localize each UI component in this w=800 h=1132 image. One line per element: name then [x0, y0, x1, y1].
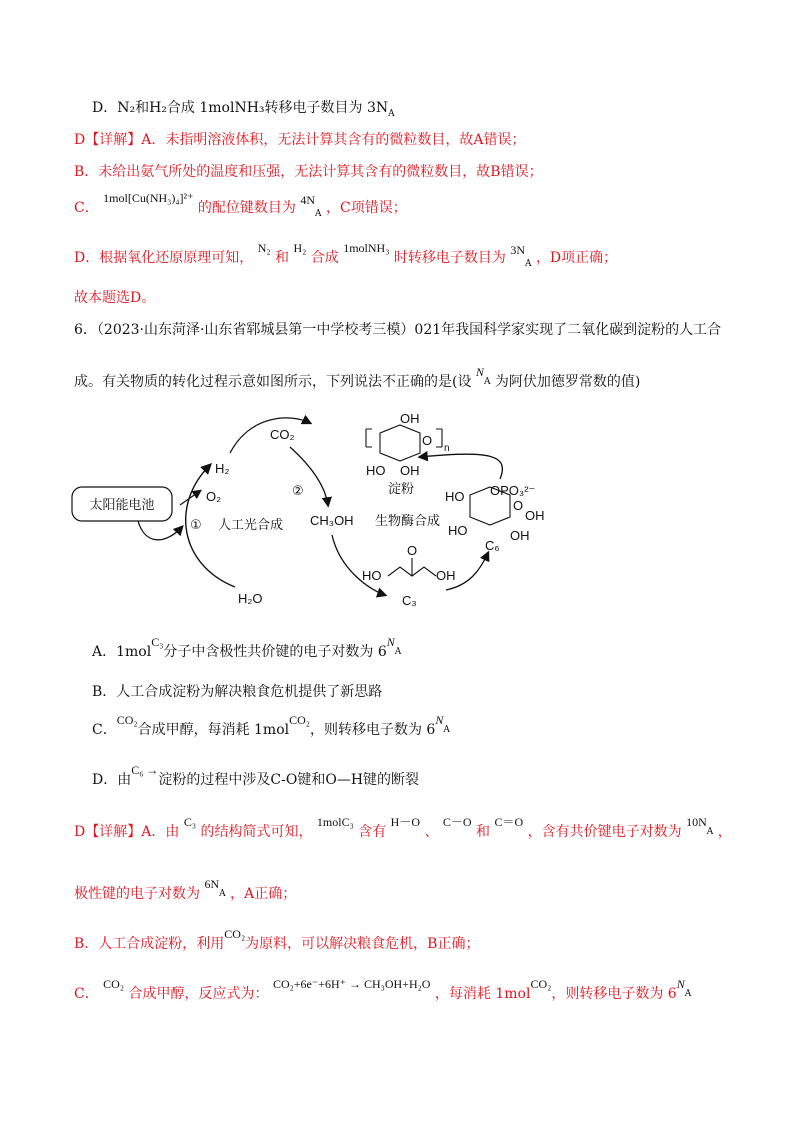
answer-tag: D【详解】: [74, 824, 142, 840]
bond-h-o: H－O: [390, 815, 421, 829]
label-c: C．: [74, 986, 99, 1002]
c3-oh: OH: [436, 568, 456, 583]
q5-answer-a-text: A．未指明溶液体积，无法计算其含有的微粒数目，故A错误；: [141, 132, 526, 148]
q6-stem-line2: [74, 365, 641, 398]
q6-option-a-mid: 分子中含极性共价键的电子对数为 6: [163, 644, 387, 660]
q6-option-c-post: ，则转移电子数为 6: [309, 722, 436, 738]
conclusion-text: 故本题选D。: [74, 290, 156, 306]
q6-option-c-mid: 合成甲醇，每消耗 1mol: [137, 722, 290, 738]
q5-option-d: [92, 98, 395, 124]
q6-option-d-post: 淀粉的过程中涉及C-O键和O—H键的断裂: [158, 772, 420, 788]
value-10na: 10N: [686, 815, 707, 829]
arrow-o2: [180, 491, 200, 505]
na-subscript: A: [524, 258, 532, 269]
na-subscript: A: [684, 988, 692, 999]
label-c: C．: [92, 722, 117, 738]
q6-option-a-text: A．1mol: [92, 644, 152, 660]
q6-answer-a-text: A．由: [141, 824, 180, 840]
starch-oh-top: OH: [400, 411, 420, 426]
solar-arrow: [138, 521, 182, 540]
c6-phosphate: OPO₃²⁻: [490, 483, 536, 498]
na-subscript: A: [394, 646, 402, 657]
formula-1mol-c3: 1molC₃: [316, 815, 354, 829]
q6-answer-a-cont: [74, 877, 297, 910]
c6-ho-2: HO: [448, 523, 468, 538]
formula-nh3: 1molNH₃: [343, 241, 390, 255]
c6-ho-1: HO: [445, 489, 465, 504]
value-6na: 6N: [204, 877, 220, 891]
q6-answer-a-mid: 的结构简式可知，: [200, 824, 313, 840]
q6-answer-c-post: ，则转移电子数为 6: [551, 986, 677, 1002]
q5-answer-d-text: D．根据氧化还原原理可知，: [74, 250, 254, 266]
q6-stem-text: 6．（2023·山东菏泽·山东省郓城县第一中学校考三模）021年我国科学家实现了二氧化碳到淀粉的人工合: [74, 322, 722, 338]
q6-option-c: [92, 713, 450, 746]
q5-answer-a: [74, 130, 525, 150]
bond-c-o: C－O: [442, 815, 472, 829]
na-subscript: A: [219, 888, 226, 899]
formula-co2: CO₂: [289, 713, 310, 727]
starch-bracket-left: [366, 429, 372, 447]
c6-oh-1: OH: [525, 508, 545, 523]
na-symbol: N: [676, 977, 685, 991]
formula-co2: CO₂: [103, 977, 125, 991]
q6-answer-b-text: B．人工合成淀粉，利用: [74, 936, 225, 952]
q6-answer-a2-text: 极性键的电子对数为: [74, 886, 200, 902]
starch-ho: HO: [366, 463, 386, 478]
formula-c6-arrow: C₆ →: [131, 763, 159, 777]
and-text: 和: [476, 824, 491, 840]
answer-tag: D【详解】: [74, 132, 142, 148]
c3-o: O: [407, 543, 418, 558]
q6-answer-a-post: ，含有共价键电子对数为: [527, 824, 682, 840]
starch-synthesis-diagram: [70, 395, 590, 615]
formula-co2: CO₂: [224, 927, 246, 941]
label-co2: CO₂: [270, 427, 295, 442]
q6-option-d-text: D．由: [92, 772, 132, 788]
na-subscript: A: [315, 208, 322, 219]
c3-ho: HO: [362, 568, 382, 583]
label-c3: C₃: [402, 593, 417, 608]
arc-c6-to-starch: [420, 454, 502, 479]
comma: ，: [717, 824, 732, 840]
c6-ring-o: O: [513, 498, 524, 513]
q6-option-d: [92, 763, 420, 790]
q6-option-b-text: B．人工合成淀粉为解决粮食危机提供了新思路: [92, 684, 383, 700]
step-2-label: ②: [292, 483, 304, 498]
formula-n2: N₂: [257, 241, 271, 255]
solar-cell-label: 太阳能电池: [89, 498, 155, 513]
q6-answer-b: [74, 927, 480, 954]
na-subscript: A: [706, 826, 714, 837]
label-starch: 淀粉: [388, 482, 415, 497]
formula-c3: C₃: [151, 635, 164, 649]
label-c: C．: [74, 200, 99, 216]
enzyme-synthesis-label: 生物酶合成: [375, 514, 441, 529]
label-h2o: H₂O: [238, 591, 263, 606]
separator: 、: [424, 824, 439, 840]
cu-complex-formula: 1mol[Cu(NH₃)₄]²⁺: [103, 191, 194, 205]
q6-answer-c: [74, 977, 692, 1010]
q5-answer-c-text: 的配位键数目为: [197, 200, 296, 216]
formula-h2: H₂: [293, 241, 307, 255]
c6-oh-2: OH: [510, 528, 530, 543]
q6-answer-c-mid2: ，每消耗 1mol: [434, 986, 531, 1002]
and-text: 和: [275, 250, 289, 266]
q5-answer-c-end: ，C项错误；: [326, 200, 407, 216]
value-3na: 3N: [510, 243, 525, 257]
formula-c3: C₃: [183, 815, 196, 829]
q6-answer-b-post: 为原料，可以解决粮食危机，B正确；: [245, 936, 480, 952]
label-o2: O₂: [206, 489, 222, 504]
step-1-label: ①: [190, 517, 202, 532]
artificial-photosynthesis-label: 人工光合成: [218, 518, 284, 533]
q5-answer-c: [74, 191, 407, 224]
na-symbol: N: [386, 635, 395, 649]
label-h2: H₂: [215, 461, 230, 476]
q5-answer-d: [74, 241, 618, 274]
starch-n: n: [444, 443, 450, 454]
q6-answer-c-mid: 合成甲醇，反应式为：: [128, 986, 269, 1002]
starch-bracket-right: [436, 429, 442, 447]
q6-option-a: [92, 635, 402, 668]
starch-ring: [380, 425, 420, 461]
na-symbol: N: [435, 713, 444, 727]
q5-conclusion: [74, 288, 155, 308]
value-4na: 4N: [300, 193, 316, 207]
q5-answer-d-mid: 时转移电子数目为: [393, 250, 506, 266]
q5-option-d-text: D．N₂和H₂合成 1molNH₃转移电子数目为 3N: [92, 100, 389, 116]
bond-c-double-o: C＝O: [494, 815, 524, 829]
q6-answer-a2-end: ，A正确；: [230, 886, 297, 902]
q5-answer-b-text: B．未给出氨气所处的温度和压强，无法计算其含有的微粒数目，故B错误；: [74, 164, 543, 180]
q6-stem-line1: [74, 320, 721, 340]
q5-answer-b: [74, 162, 543, 182]
na-subscript: A: [443, 724, 450, 735]
label-ch3oh: CH₃OH: [310, 513, 354, 528]
reaction-equation: CO₂+6e⁻+6H⁺ → CH₃OH+H₂O: [272, 977, 431, 991]
q6-stem-text-3: 为阿伏加德罗常数的值): [494, 374, 641, 390]
formula-co2: CO₂: [116, 713, 138, 727]
synthesis-text: 合成: [310, 250, 339, 266]
na-symbol: N: [475, 365, 484, 379]
q5-answer-d-end: ，D项正确；: [535, 250, 618, 266]
starch-oh: OH: [400, 463, 420, 478]
q6-option-b: [92, 682, 382, 702]
na-subscript: A: [388, 108, 395, 119]
arc-methanol-to-c3: [332, 535, 385, 595]
label-c6: C₆: [485, 538, 500, 553]
contains-text: 含有: [358, 824, 387, 840]
na-subscript: A: [483, 376, 491, 387]
formula-co2: CO₂: [530, 977, 552, 991]
starch-o: O: [422, 433, 433, 448]
q6-answer-a: [74, 815, 732, 848]
q6-stem-text-2: 成。有关物质的转化过程示意如图所示，下列说法不正确的是(设: [74, 374, 472, 390]
